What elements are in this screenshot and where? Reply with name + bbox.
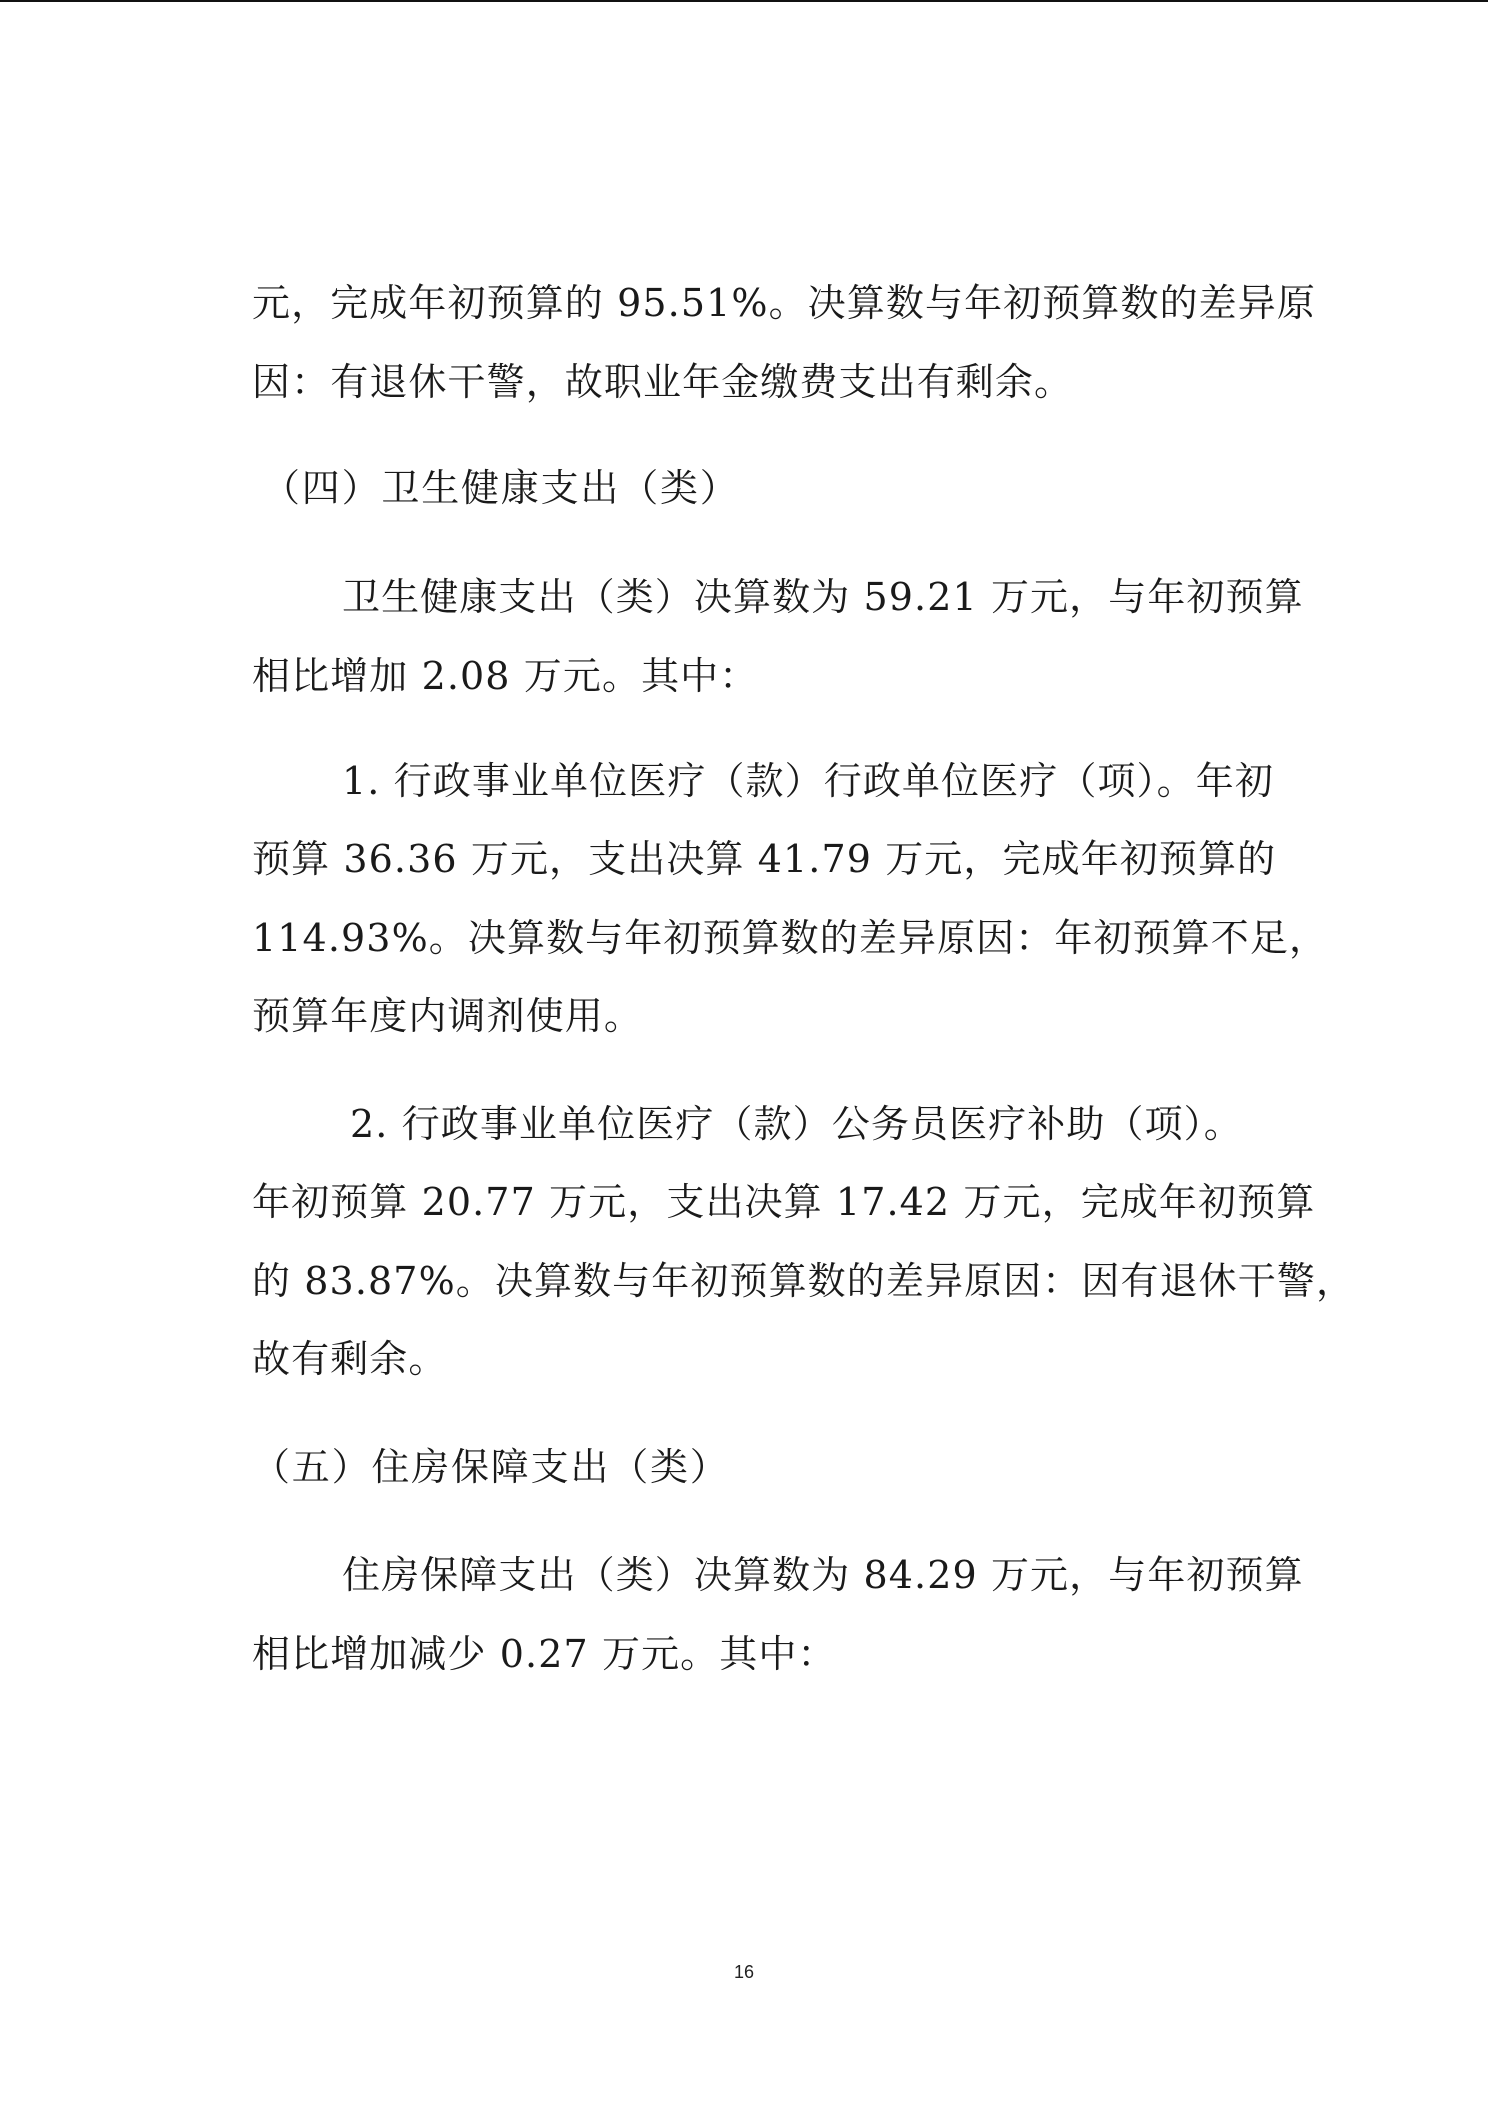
body-text-line: 预算 36.36 万元，支出决算 41.79 万元，完成年初预算的 [252, 837, 1277, 881]
body-text-line: 卫生健康支出（类）决算数为 59.21 万元，与年初预算 [342, 575, 1304, 619]
body-text-line: 的 83.87%。决算数与年初预算数的差异原因：因有退休干警， [252, 1259, 1356, 1303]
body-text-line: 114.93%。决算数与年初预算数的差异原因：年初预算不足， [252, 916, 1329, 960]
body-text-line: 相比增加减少 0.27 万元。其中： [252, 1632, 837, 1676]
body-text-line: 2. 行政事业单位医疗（款）公务员医疗补助（项）。 [350, 1102, 1243, 1146]
section-heading-health: （四）卫生健康支出（类） [262, 466, 740, 510]
body-text-line: 元，完成年初预算的 95.51%。决算数与年初预算数的差异原 [252, 281, 1316, 325]
page-number: 16 [733, 1962, 755, 1982]
section-heading-housing: （五）住房保障支出（类） [252, 1445, 730, 1489]
body-text-line: 故有剩余。 [252, 1337, 448, 1381]
body-text-line: 年初预算 20.77 万元，支出决算 17.42 万元，完成年初预算 [252, 1180, 1316, 1224]
body-text-line: 相比增加 2.08 万元。其中： [252, 654, 759, 698]
body-text-line: 预算年度内调剂使用。 [252, 994, 644, 1038]
body-text-line: 因：有退休干警，故职业年金缴费支出有剩余。 [252, 360, 1074, 404]
body-text-line: 住房保障支出（类）决算数为 84.29 万元，与年初预算 [342, 1553, 1304, 1597]
body-text-line: 1. 行政事业单位医疗（款）行政单位医疗（项）。年初 [342, 759, 1274, 803]
